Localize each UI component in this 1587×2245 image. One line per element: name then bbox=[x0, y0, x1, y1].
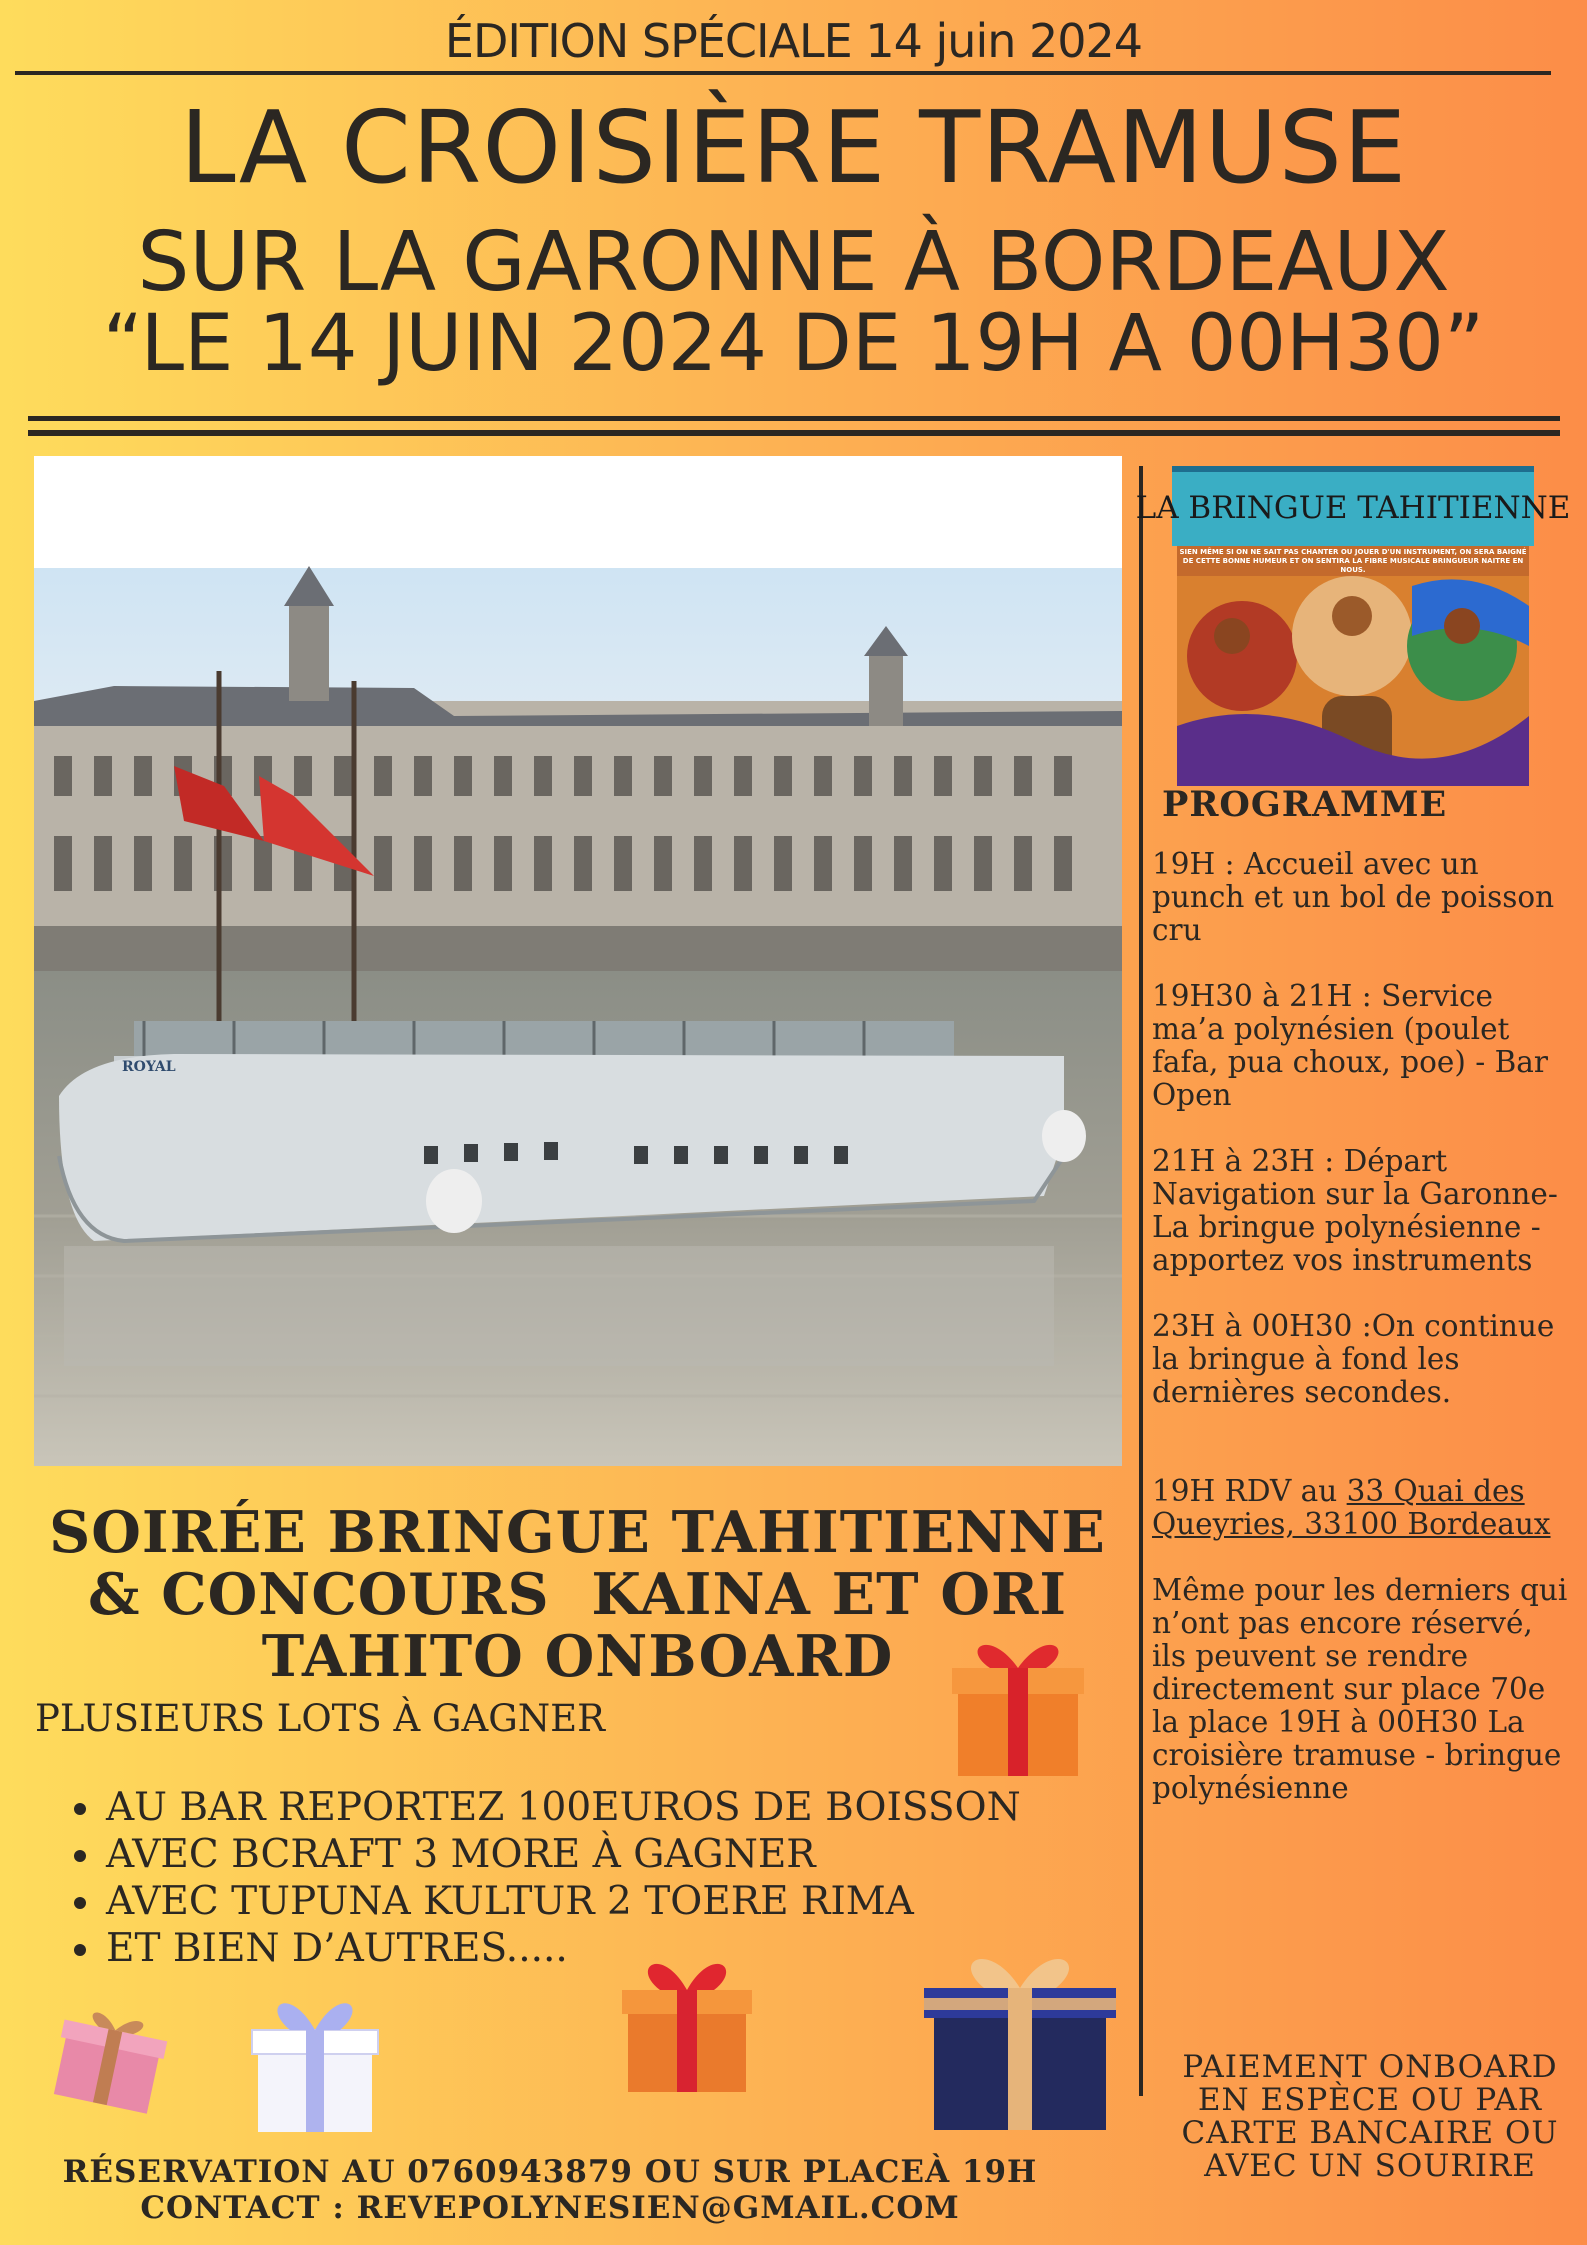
boat-photo bbox=[34, 456, 1122, 1466]
gift-icon bbox=[920, 1940, 1120, 2132]
event-heading-line: TAHITO ONBOARD bbox=[261, 1623, 894, 1690]
address-link[interactable]: 33 Quai des Queyries, 33100 Bordeaux bbox=[1152, 1474, 1551, 1541]
payment-info: PAIEMENT ONBOARD EN ESPÈCE OU PAR CARTE BANCAIRE OU AVEC UN SOURIRE bbox=[1181, 2049, 1559, 2184]
lots-label: PLUSIEURS LOTS À GAGNER bbox=[35, 1697, 605, 1740]
bringue-poster bbox=[1135, 466, 1571, 786]
programme-item: 23H à 00H30 :On continue la bringue à fond les dernières secondes. bbox=[1152, 1309, 1555, 1409]
list-item: • AVEC BCRAFT 3 MORE À GAGNER bbox=[104, 1831, 1021, 1878]
rdv-prefix: 19H RDV au bbox=[1152, 1474, 1347, 1508]
edition-label: ÉDITION SPÉCIALE 14 juin 2024 bbox=[444, 14, 1143, 68]
boat-name: ROYAL bbox=[122, 1059, 176, 1075]
programme-title: PROGRAMME bbox=[1162, 784, 1448, 825]
subtitle-date: “LE 14 JUIN 2024 DE 19H A 00H30” bbox=[102, 299, 1485, 389]
divider bbox=[28, 430, 1560, 436]
prize-list bbox=[58, 1784, 1021, 1972]
page-title: LA CROISIÈRE TRAMUSE bbox=[179, 89, 1408, 206]
reservation-line: RÉSERVATION AU 0760943879 OU SUR PLACEÀ 19H bbox=[62, 2154, 1038, 2190]
programme-item: 19H30 à 21H : Service ma’a polynésien (poulet fafa, pua choux, poe) - Bar Open bbox=[1152, 979, 1548, 1112]
poster-title: LA BRINGUE TAHITIENNE bbox=[1135, 490, 1571, 526]
event-heading-line: & CONCOURS KAINA ET ORI bbox=[87, 1561, 1068, 1628]
list-item: • AVEC TUPUNA KULTUR 2 TOERE RIMA bbox=[104, 1878, 1021, 1925]
list-item: • ET BIEN D’AUTRES..... bbox=[104, 1925, 1021, 1972]
column-divider bbox=[1139, 466, 1143, 2096]
gift-icon bbox=[620, 1945, 754, 2095]
divider bbox=[15, 71, 1551, 75]
programme-item: 19H : Accueil avec un punch et un bol de poisson cru bbox=[1152, 847, 1555, 947]
subtitle-location: SUR LA GARONNE À BORDEAUX bbox=[137, 215, 1450, 310]
event-heading-line: SOIRÉE BRINGUE TAHITIENNE bbox=[49, 1499, 1106, 1566]
poster-caption: SIEN MÊME SI ON NE SAIT PAS CHANTER OU JOUER D'UN INSTRUMENT, ON SERA BAIGNÉ DE CETTE BONNE HUMEUR ET ON SENTIRA LA FIBRE MUSICALE BRINGUEUR NAITRE EN NOUS. bbox=[1179, 548, 1527, 574]
rdv-info bbox=[1152, 1475, 1572, 1541]
gift-icon bbox=[48, 2002, 174, 2110]
programme-item: 21H à 23H : Départ Navigation sur la Garonne- La bringue polynésienne - apportez vos instruments bbox=[1152, 1144, 1558, 1277]
divider bbox=[28, 416, 1560, 421]
contact-line: CONTACT : REVEPOLYNESIEN@GMAIL.COM bbox=[140, 2190, 960, 2226]
gift-icon bbox=[950, 1628, 1086, 1780]
reservation-info bbox=[0, 2154, 1100, 2226]
late-info: Même pour les derniers qui n’ont pas encore réservé, ils peuvent se rendre directement sur place 70e la place 19H à 00H30 La croisière tramuse - bringue polynésienne bbox=[1152, 1573, 1568, 1805]
programme-schedule bbox=[1152, 848, 1572, 1838]
list-item: • AU BAR REPORTEZ 100EUROS DE BOISSON bbox=[104, 1784, 1021, 1831]
gift-icon bbox=[250, 1985, 380, 2135]
